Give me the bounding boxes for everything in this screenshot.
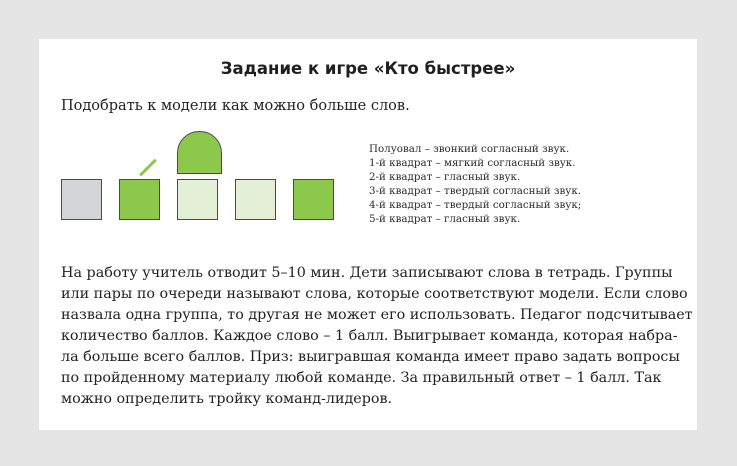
description-line: количество баллов. Каждое слово – 1 балл. Выигрывает команда, которая набра- [61, 328, 678, 344]
legend-item: Полуовал – звонкий согласный звук. [369, 143, 570, 155]
legend-item: 3-й квадрат – твердый согласный звук. [369, 185, 582, 197]
description-line: по пройденному материалу любой команде. За правильный ответ – 1 балл. Так [61, 370, 662, 386]
legend-item: 2-й квадрат – гласный звук. [369, 171, 521, 183]
description-line: или пары по очереди называют слова, которые соответствуют модели. Если слово [61, 286, 688, 302]
description-line: можно определить тройку команд-лидеров. [61, 391, 393, 407]
task-card [39, 39, 697, 430]
model-square-2 [119, 179, 160, 220]
model-half-oval [177, 131, 222, 174]
task-intro: Подобрать к модели как можно больше слов. [61, 98, 410, 114]
legend-item: 1-й квадрат – мягкий согласный звук. [369, 157, 576, 169]
description-line: назвала одна группа, то другая не может его использовать. Педагог подсчитывает [61, 307, 693, 323]
model-square-3 [177, 179, 218, 220]
model-square-5 [293, 179, 334, 220]
model-legend [369, 142, 581, 226]
description-line: ла больше всего баллов. Приз: выигравшая команда имеет право задать вопросы [61, 349, 680, 365]
softness-mark [139, 159, 157, 177]
page-title: Задание к игре «Кто быстрее» [220, 59, 516, 78]
description-line: На работу учитель отводит 5–10 мин. Дети записывают слова в тетрадь. Группы [61, 265, 673, 281]
task-description [61, 263, 693, 410]
model-square-1 [61, 179, 102, 220]
legend-item: 5-й квадрат – гласный звук. [369, 213, 521, 225]
legend-item: 4-й квадрат – твердый согласный звук; [369, 199, 582, 211]
model-square-4 [235, 179, 276, 220]
